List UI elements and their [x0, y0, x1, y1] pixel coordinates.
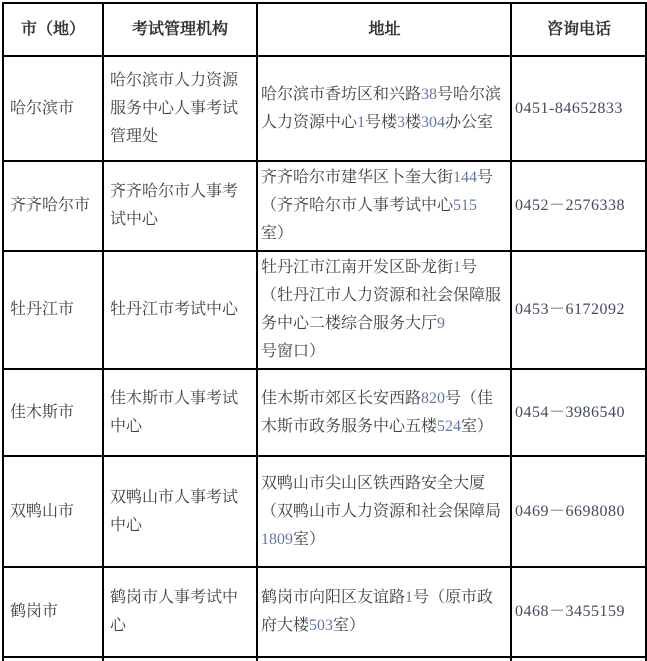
phone-number: 0452－2576338	[515, 197, 626, 214]
phone-cell	[511, 161, 646, 251]
org-cell	[103, 657, 257, 661]
header-row	[3, 3, 646, 56]
city-cell: 鹤岗市	[3, 567, 103, 657]
org-cell: 双鸭山市人事考试中心	[103, 456, 257, 567]
phone-number: 0453－6172092	[515, 301, 626, 318]
phone-cell	[511, 251, 646, 369]
org-cell: 哈尔滨市人力资源服务中心人事考试管理处	[103, 56, 257, 161]
table-row	[3, 161, 646, 251]
address-cell: 佳木斯市郊区长安西路820号（佳木斯市政务服务中心五楼524室）	[257, 369, 511, 456]
address-number: 304	[421, 113, 446, 131]
address-number: 38	[421, 85, 438, 103]
city-cell: 齐齐哈尔市	[3, 161, 103, 251]
address-cell: 牡丹江市江南开发区卧龙街1号（牡丹江市人力资源和社会保障服务中心二楼综合服务大厅9号窗口）	[257, 251, 511, 369]
phone-cell	[511, 56, 646, 161]
contact-table	[2, 2, 647, 661]
city-cell: 牡丹江市	[3, 251, 103, 369]
org-cell: 鹤岗市人事考试中心	[103, 567, 257, 657]
address-cell: 齐齐哈尔市建华区卜奎大街144号（齐齐哈尔市人事考试中心515室）	[257, 161, 511, 251]
phone-number: 0454－3986540	[515, 403, 626, 421]
table-row	[3, 369, 646, 456]
table-row	[3, 456, 646, 567]
phone-cell	[511, 567, 646, 657]
address-number: 3	[397, 113, 406, 131]
city-cell	[3, 657, 103, 661]
address-number: 1	[405, 589, 414, 606]
phone-number: 0469－6698080	[515, 502, 626, 520]
phone-cell	[511, 456, 646, 567]
phone-cell	[511, 369, 646, 456]
city-cell: 佳木斯市	[3, 369, 103, 456]
address-number: 144	[453, 169, 478, 186]
org-cell: 齐齐哈尔市人事考试中心	[103, 161, 257, 251]
partial-row	[3, 657, 646, 661]
city-cell: 双鸭山市	[3, 456, 103, 567]
table-header	[3, 3, 646, 56]
address-number: 1	[357, 113, 366, 131]
city-cell: 哈尔滨市	[3, 56, 103, 161]
header-address: 地址	[257, 3, 511, 56]
address-number: 9	[437, 315, 446, 332]
org-cell: 佳木斯市人事考试中心	[103, 369, 257, 456]
phone-cell	[511, 657, 646, 661]
header-org: 考试管理机构	[103, 3, 257, 56]
address-cell: 双鸭山市尖山区铁西路安全大厦（双鸭山市人力资源和社会保障局1809室）	[257, 456, 511, 567]
address-number: 503	[309, 617, 334, 634]
address-cell: 哈尔滨市香坊区和兴路38号哈尔滨人力资源中心1号楼3楼304办公室	[257, 56, 511, 161]
org-cell: 牡丹江市考试中心	[103, 251, 257, 369]
header-phone: 咨询电话	[511, 3, 646, 56]
table-row	[3, 567, 646, 657]
address-number: 1809	[261, 530, 293, 548]
address-number: 515	[453, 197, 478, 214]
address-cell	[257, 657, 511, 661]
header-city: 市（地）	[3, 3, 103, 56]
phone-number: 0451-84652833	[515, 99, 623, 117]
table-row	[3, 251, 646, 369]
table-body	[3, 56, 646, 661]
phone-number: 0468－3455159	[515, 603, 626, 620]
address-number: 820	[421, 389, 446, 407]
address-number: 524	[437, 417, 462, 435]
table-row	[3, 56, 646, 161]
address-number: 1	[453, 259, 462, 276]
address-cell: 鹤岗市向阳区友谊路1号（原市政府大楼503室）	[257, 567, 511, 657]
